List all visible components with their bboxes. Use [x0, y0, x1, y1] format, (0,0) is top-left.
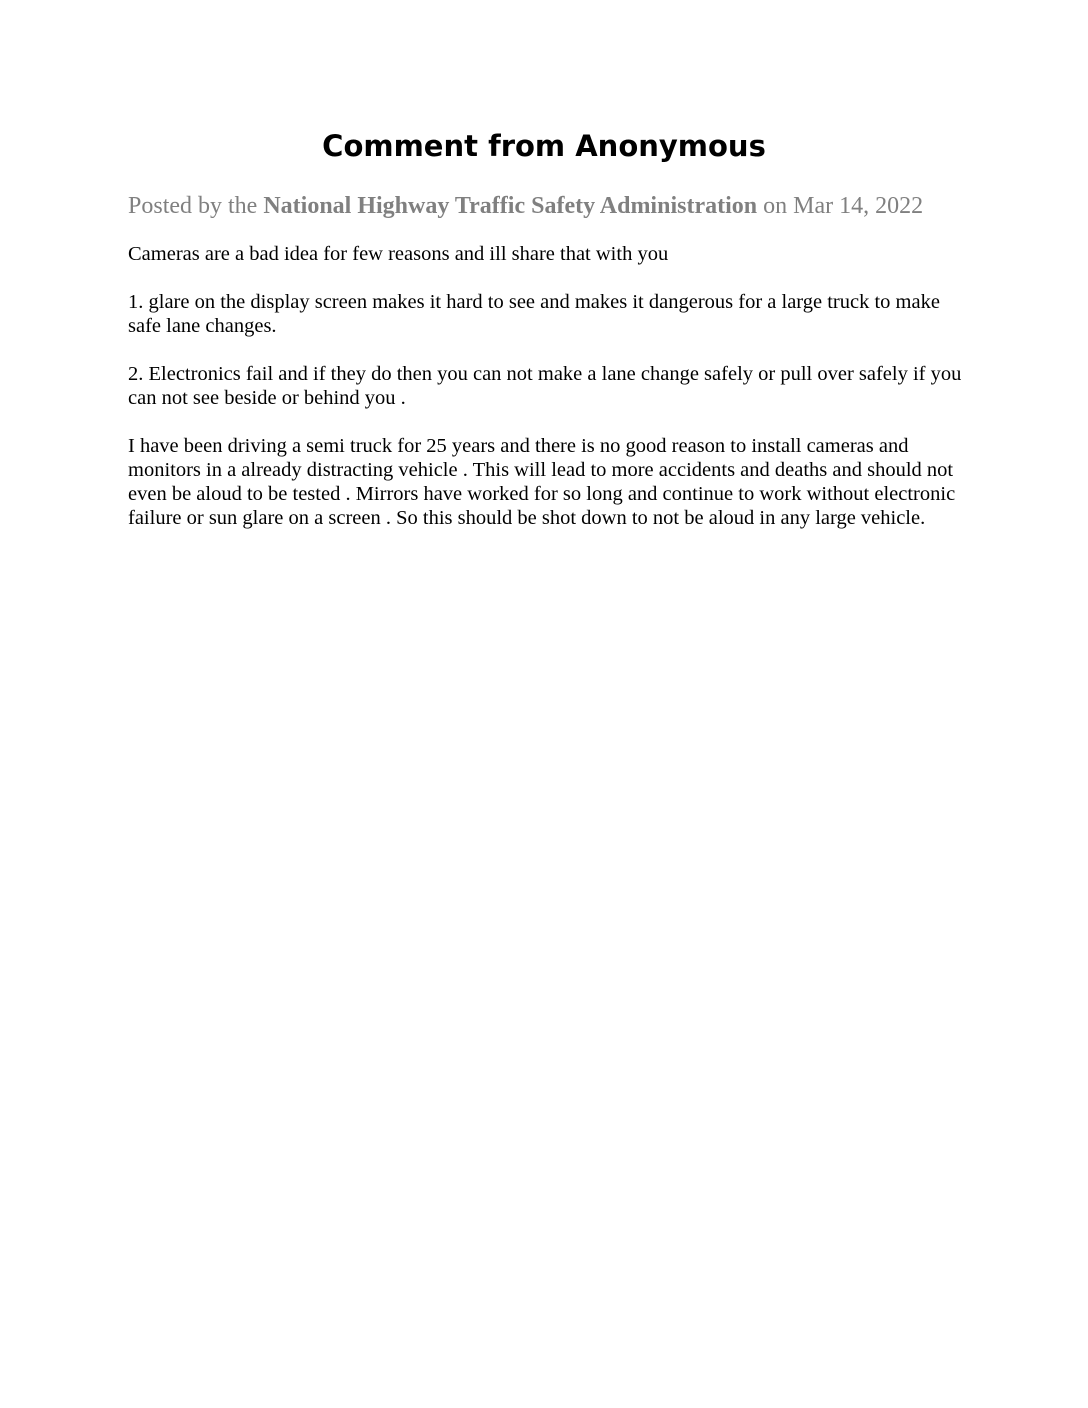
byline — [128, 190, 958, 222]
paragraph: Cameras are a bad idea for few reasons and ill share that with you — [128, 243, 669, 265]
byline-agency: National Highway Traffic Safety Administration — [263, 193, 758, 219]
paragraph: 1. glare on the display screen makes it hard to see and makes it dangerous for a large truck to make safe lane changes. — [128, 291, 940, 337]
page-title: Comment from Anonymous — [322, 129, 766, 163]
byline-suffix: on Mar 14, 2022 — [757, 193, 924, 219]
comment-body — [128, 242, 968, 554]
paragraph: I have been driving a semi truck for 25 years and there is no good reason to install cameras and monitors in a already distracting vehicle . This will lead to more accidents and deaths and should not even be aloud to be tested . Mirrors have worked for so long and continue to work without electronic failure or sun glare on a screen . So this should be shot down to not be aloud in any large vehicle. — [128, 435, 956, 529]
paragraph: 2. Electronics fail and if they do then you can not make a lane change safely or pull over safely if you can not see beside or behind you . — [128, 363, 962, 409]
byline-prefix: Posted by the — [128, 193, 264, 219]
